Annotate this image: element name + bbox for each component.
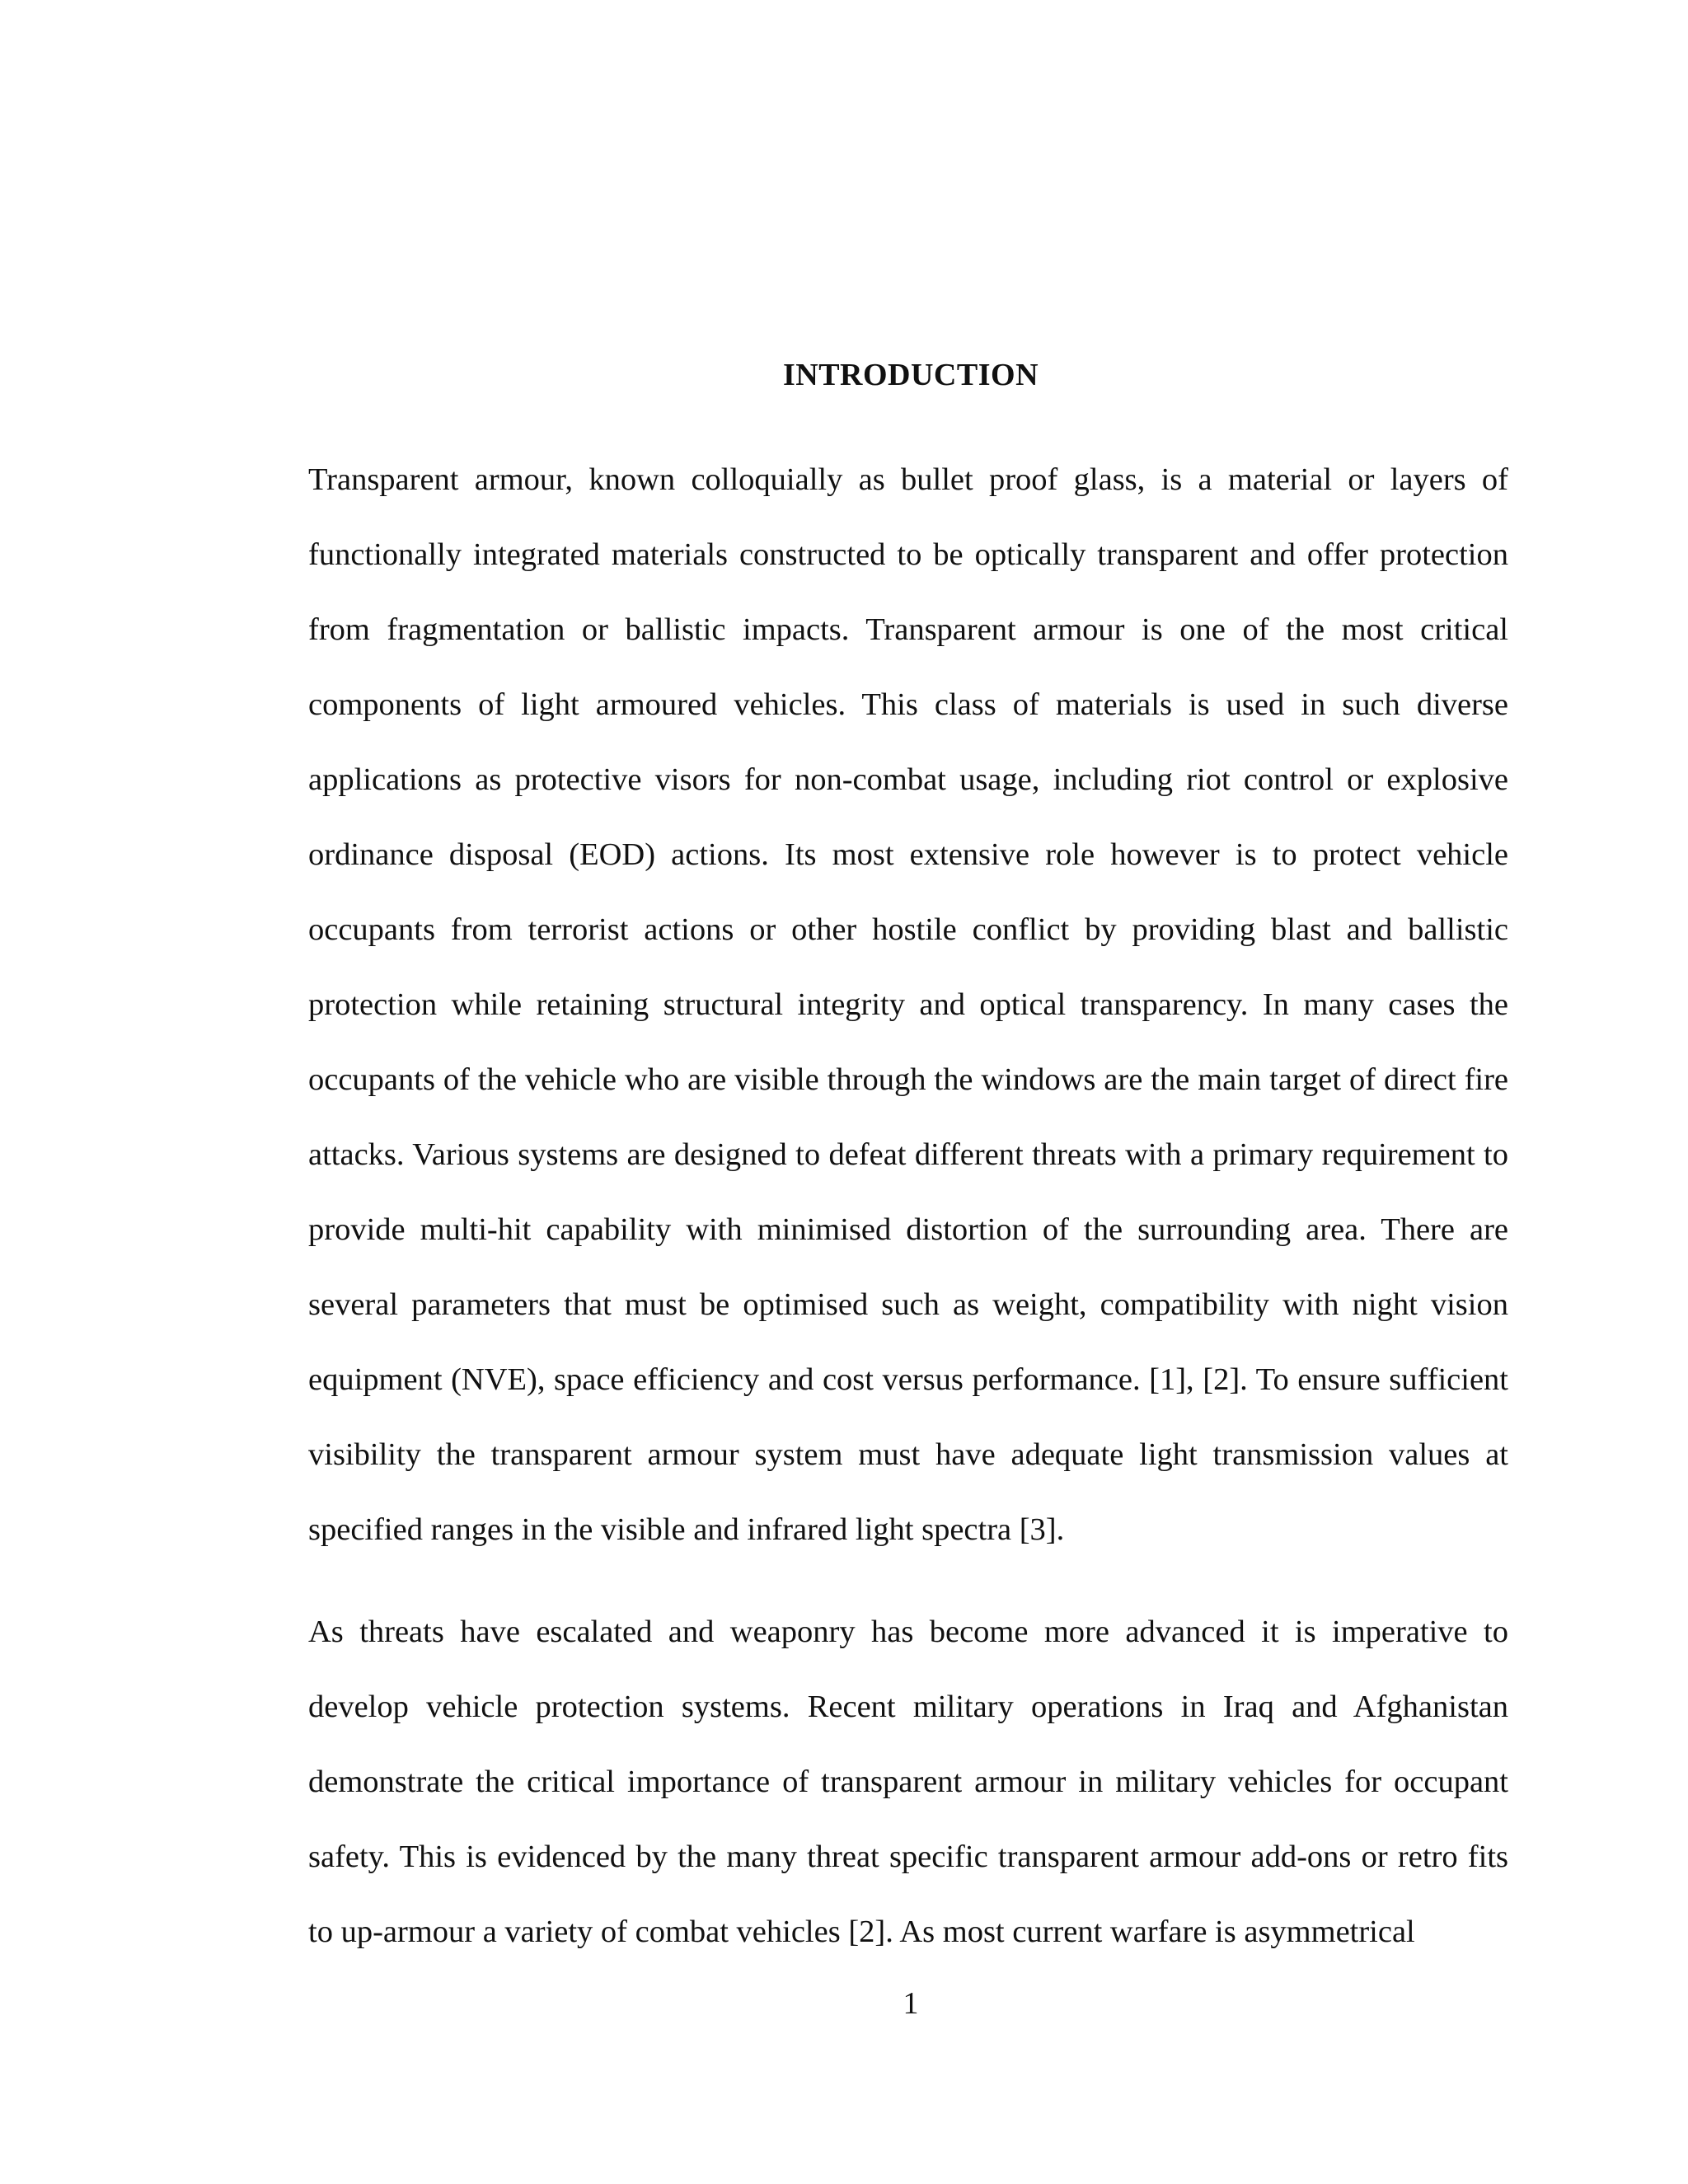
body-paragraph-1: Transparent armour, known colloquially as bullet proof glass, is a material or layers of functionally integrated materials constructed to be optically transparent and offer protection from fragmentation or ballistic impacts. Transparent armour is one of the most critical components of light armoured vehicles. This class of materials is used in such diverse applications as protective visors for non-combat usage, including riot control or explosive ordinance disposal (EOD) actions. Its most extensive role however is to protect vehicle occupants from terrorist actions or other hostile conflict by providing blast and ballistic protection while retaining structural integrity and optical transparency. In many cases the occupants of the vehicle who are visible through the windows are the main target of direct fire attacks. Various systems are designed to defeat different threats with a primary requirement to provide multi-hit capability with minimised distortion of the surrounding area. There are several parameters that must be optimised such as weight, compatibility with night vision equipment (NVE), space efficiency and cost versus performance. [1], [2]. To ensure sufficient visibility the transparent armour system must have adequate light transmission values at specified ranges in the visible and infrared light spectra [3]. — [308, 462, 1508, 1547]
page-number: 1 — [903, 1986, 919, 2021]
body-paragraph-2: As threats have escalated and weaponry has become more advanced it is imperative to develop vehicle protection systems. Recent military operations in Iraq and Afghanistan demonstrate the critical importance of transparent armour in military vehicles for occupant safety. This is evidenced by the many threat specific transparent armour add-ons or retro fits to up-armour a variety of combat vehicles [2]. As most current warfare is asymmetrical — [308, 1615, 1508, 1949]
section-heading: INTRODUCTION — [782, 358, 1039, 392]
